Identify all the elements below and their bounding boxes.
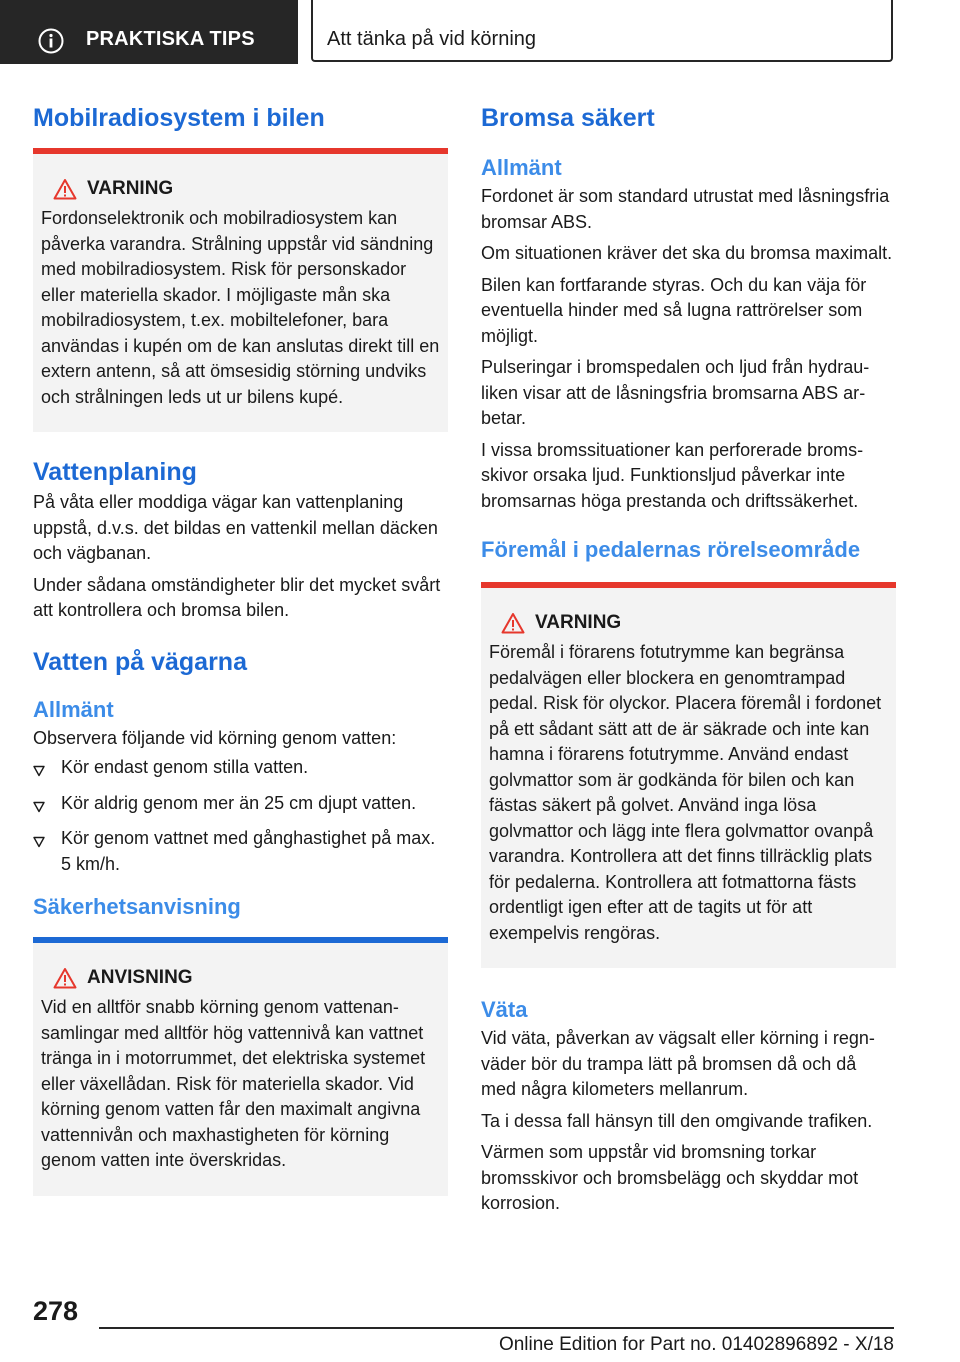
subheading-allmant: Allmänt xyxy=(481,155,562,180)
section-title-vattenplaning: Vattenplaning xyxy=(33,458,197,486)
paragraph: Vid väta, påverkan av vägsalt eller körning i regnväder bör du trampa lätt på bromsen då och då med några kilometers mellanrum. xyxy=(481,1028,875,1099)
warning-triangle-icon xyxy=(53,178,77,200)
section-title-bromsa-sakert: Bromsa säkert xyxy=(481,104,655,132)
warning-label: VARNING xyxy=(87,178,174,199)
subheading-allmant: Allmänt xyxy=(33,696,114,722)
section-tab-label: PRAKTISKA TIPS xyxy=(86,28,255,50)
info-circle-icon xyxy=(38,28,64,54)
paragraph: På våta eller moddiga vägar kan vattenplaning uppstå, d.v.s. det bildas en vattenkil mellan däcken och vägbanan. xyxy=(33,492,438,563)
subheading-sakerhetsanvisning: Säkerhetsanvisning xyxy=(33,894,241,919)
subheading-vata: Väta xyxy=(481,997,528,1022)
warning-heading xyxy=(41,176,440,202)
footer-divider xyxy=(99,1327,894,1329)
list-item xyxy=(33,826,448,877)
paragraph: Under sådana omständigheter blir det mycket svårt att kontrollera och bromsa bilen. xyxy=(33,574,441,620)
header-section-tab xyxy=(0,0,298,64)
notice-text: Vid en alltför snabb körning genom vattenansamlingar med alltför hög vattennivå kan vattnet tränga in i motorrummet, det elektriska systemet eller växellådan. Risk för materiella skador. Vid körning genom vatten får den maximalt angivna vattennivån och maxhastigheten för körning genom vatten inte överskridas. xyxy=(41,997,426,1170)
warning-box-pedaler xyxy=(481,582,896,968)
bullet-list xyxy=(33,755,448,877)
warning-text: Föremål i förarens fotutrymme kan begränsa pedalvägen eller blockera en genomtrampad pedal. Risk för olyckor. Placera föremål i fordonet på ett sådant sätt att de är säkrade och inte kan hamna i förarens fotutrymme. Använd endast golvmattor som är godkända för bilen och kan fästas säkert på golvet. Använd inga lösa golvmattor och lägg inte flera golvmattor ovanpå varandra. Kontrollera att det finns tillräcklig plats för pedalerna. Kontrollera att fotmattorna fästs ordentligt igen efter att de tagits ut för att exempelvis rengöras. xyxy=(489,642,882,943)
right-column xyxy=(481,100,896,1217)
triangle-bullet-icon xyxy=(33,791,61,821)
notice-box-vatten xyxy=(33,937,448,1196)
paragraph: Ta i dessa fall hänsyn till den omgivande trafiken. xyxy=(481,1110,873,1131)
warning-triangle-icon xyxy=(501,612,525,634)
paragraph: Observera följande vid körning genom vatten: xyxy=(33,727,397,748)
list-item xyxy=(33,755,448,785)
page-number: 278 xyxy=(33,1296,79,1326)
warning-text: Fordonselektronik och mobilradiosystem kan påverka varandra. Strålning uppstår vid sändning med mobilradiosystem. Risk för personskador eller materiella skador. I möjligaste mån ska mobilradiosystem, t.ex. mobiltelefoner, bara användas i kupén om de kan anslutas direkt till en extern antenn, så att ömsesidig störning undviks och strålningen leds ut ur bilens kupé. xyxy=(41,208,440,407)
subheading-foremal-pedaler: Föremål i pedalernas rörelseområde xyxy=(481,537,861,562)
paragraph: Bilen kan fortfarande styras. Och du kan väja för eventuella hinder med så lugna rattrörelser som möjligt. xyxy=(481,274,867,346)
warning-heading xyxy=(489,610,888,636)
edition-text: Online Edition for Part no. 01402896892 - X/18 xyxy=(498,1334,894,1355)
paragraph: Fordonet är som standard utrustat med låsningsfria bromsar ABS. xyxy=(481,186,890,232)
notice-label: ANVISNING xyxy=(87,967,193,988)
paragraph: Pulseringar i bromspedalen och ljud från hydrauliken visar att de låsningsfria bromsarna ABS arbetar. xyxy=(481,357,870,428)
triangle-bullet-icon xyxy=(33,826,61,877)
list-item-text: Kör endast genom stilla vatten. xyxy=(61,757,309,777)
section-title-mobilradio: Mobilradiosystem i bilen xyxy=(33,104,325,132)
paragraph: I vissa bromssituationer kan perforerade bromsskivor orsaka ljud. Funktionsljud påverkar inte bromsarnas höga prestanda och driftssäkerhet. xyxy=(481,439,864,511)
list-item xyxy=(33,791,448,821)
paragraph: Om situationen kräver det ska du bromsa maximalt. xyxy=(481,243,893,263)
chapter-header xyxy=(311,0,893,62)
chapter-title: Att tänka på vid körning xyxy=(327,28,537,50)
left-column xyxy=(33,100,448,1196)
triangle-bullet-icon xyxy=(33,755,61,785)
notice-triangle-icon xyxy=(53,967,77,989)
list-item-text: Kör genom vattnet med gånghastighet på max. 5 km/h. xyxy=(61,828,436,874)
warning-label: VARNING xyxy=(535,612,622,633)
section-title-vatten-pa-vagarna: Vatten på vägarna xyxy=(33,647,247,676)
notice-heading xyxy=(41,965,440,991)
paragraph: Värmen som uppstår vid bromsning torkar bromsskivor och bromsbelägg och skyddar mot korrosion. xyxy=(481,1142,859,1213)
warning-box-mobilradio xyxy=(33,148,448,432)
list-item-text: Kör aldrig genom mer än 25 cm djupt vatten. xyxy=(61,792,417,813)
